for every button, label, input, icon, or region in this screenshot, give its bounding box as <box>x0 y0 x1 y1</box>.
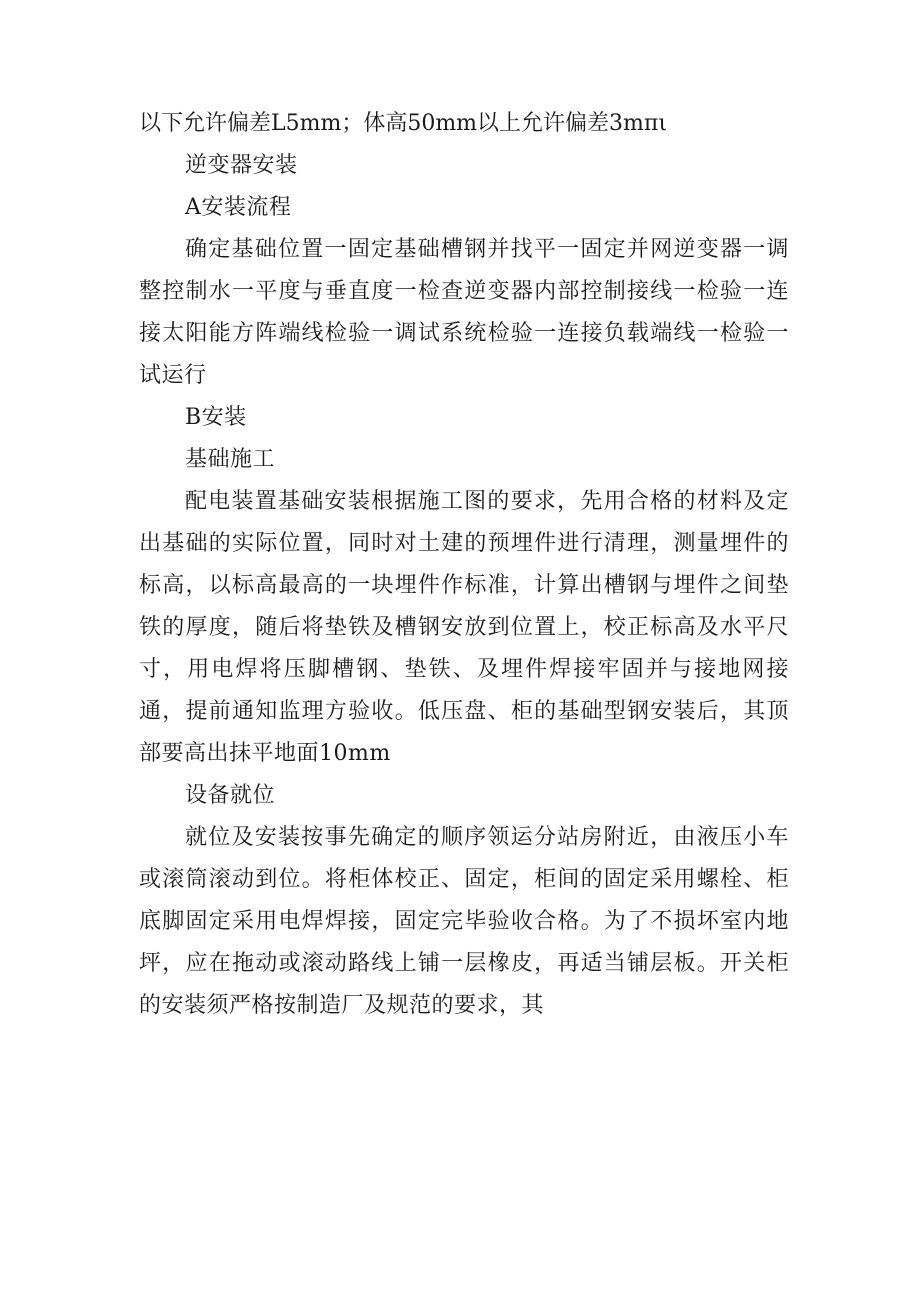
heading-equipment-placement: 设备就位 <box>185 783 276 808</box>
paragraph-installation-flow: 确定基础位置一固定基础槽钢并找平一固定并网逆变器一调整控制水一平度与垂直度一检查逆变器内部控制接线一检验一连接太阳能方阵端线检验一调试系统检验一连接负载端线一检验一试运行 <box>139 237 789 388</box>
subsection-heading-installation-flow: A安装流程 <box>185 195 292 220</box>
section-heading-inverter-installation: 逆变器安装 <box>185 153 298 178</box>
document-body <box>139 103 789 1027</box>
subsection-heading-installation: B安装 <box>185 405 247 430</box>
paragraph-equipment-placement: 就位及安装按事先确定的顺序领运分站房附近，由液压小车或滚筒滚动到位。将柜体校正、固定，柜间的固定采用螺栓、柜底脚固定采用电焊焊接，固定完毕验收合格。为了不损坏室内地坪，应在拖动或滚动路线上铺一层橡皮，再适当铺层板。开关柜的安装须严格按制造厂及规范的要求，其 <box>139 825 789 1018</box>
paragraph-foundation-construction: 配电装置基础安装根据施工图的要求，先用合格的材料及定出基础的实际位置，同时对土建的预埋件进行清理，测量埋件的标高，以标高最高的一块埋件作标准，计算出槽钢与埋件之间垫铁的厚度，随后将垫铁及槽钢安放到位置上，校正标高及水平尺寸，用电焊将压脚槽钢、垫铁、及埋件焊接牢固并与接地网接通，提前通知监理方验收。低压盘、柜的基础型钢安装后，其顶部要高出抹平地面10mm <box>139 489 789 766</box>
heading-foundation-construction: 基础施工 <box>185 447 276 472</box>
paragraph-continuation: 以下允许偏差L5mm；体高50mm以上允许偏差3mπι <box>139 111 667 136</box>
